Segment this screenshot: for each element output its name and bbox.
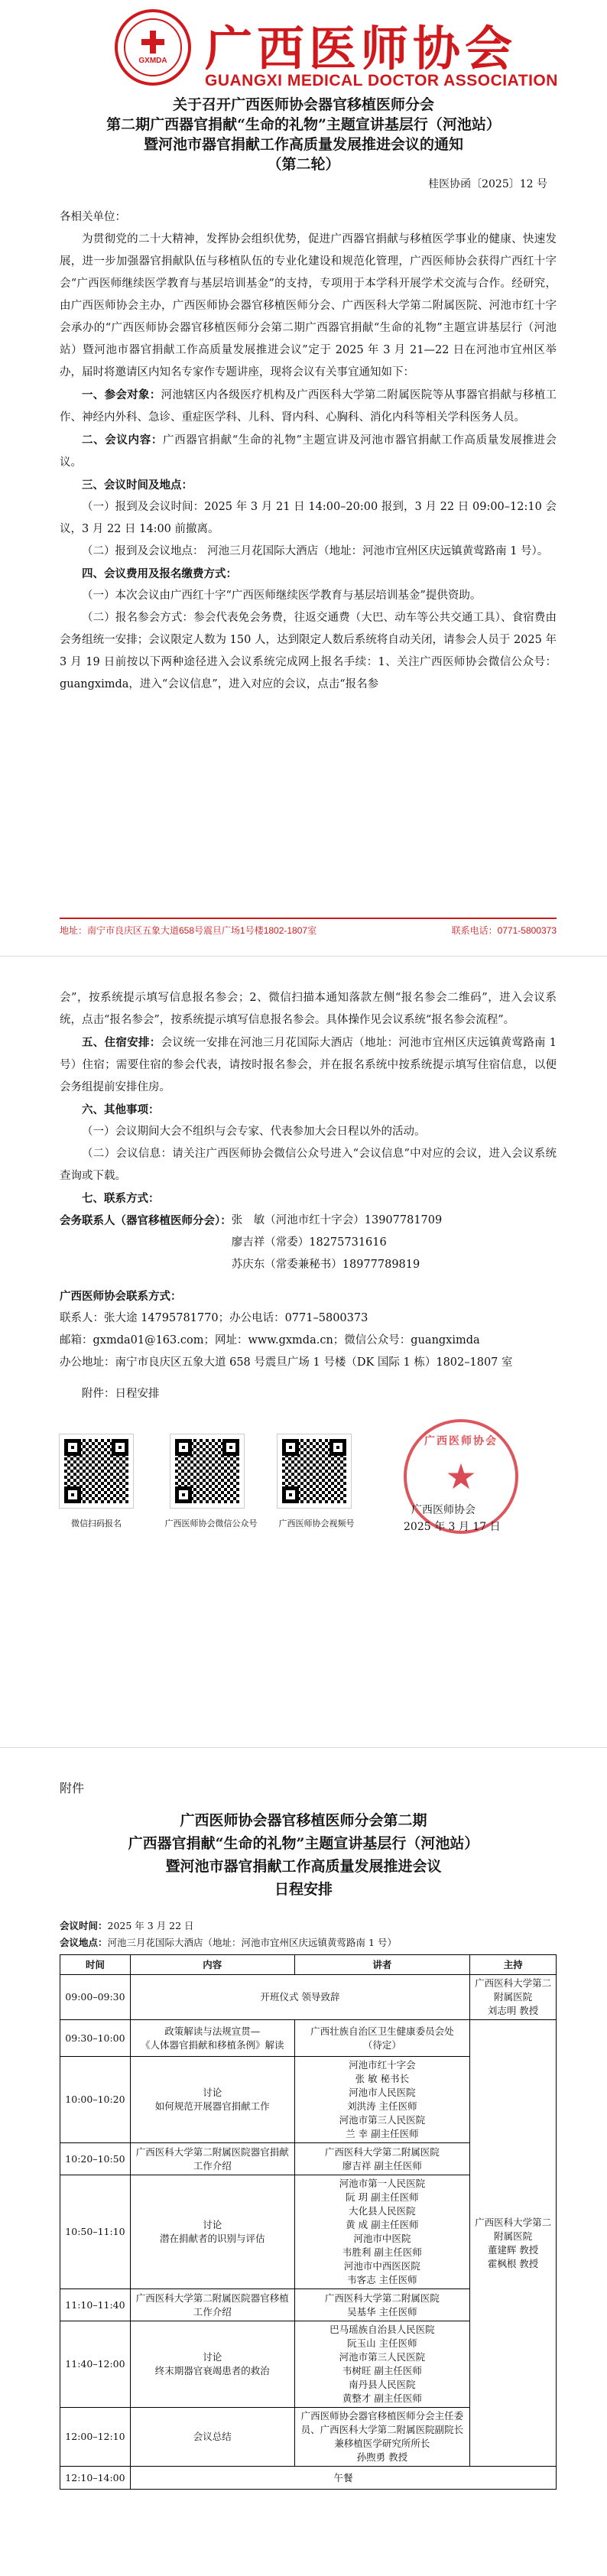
table-row: 09:00–09:30 开班仪式 领导致辞 广西医科大学第二附属医院 刘志明 教授 — [60, 1975, 557, 2020]
association-logo — [115, 9, 191, 86]
logo-text: GXMDA — [138, 56, 167, 65]
section-fees-1: （一）本次会议由广西红十字“广西医师继续医学教育与基层培训基金”提供资助。 — [82, 590, 482, 602]
intro-paragraph: 为贯彻党的二十大精神，发挥协会组织优势，促进广西器官捐献与移植医学事业的健康、快速发展，进一步加强器官捐献队伍与移植队伍的专业化建设和规范化管理，广西医师协会获得广西红十字会“广西医师继续医学教育与基层培训基金”的支持，专项用于本学科开展学术交流与合作。经研究，由广西医师协会主办，广西医师协会器官移植医师分会、广西医科大学第二附属医院、河池市红十字会承办的“广西医师协会器官移植医师分会第二期广西器官捐献“生命的礼物”主题宣讲基层行（河池站）暨河池市器官捐献工作高质量发展推进会议”定于 2025 年 3 月 21—22 日在河池市宜州区举办，届时将邀请区内知名专家作专题讲座，现将会议有关事宜通知如下： — [60, 233, 557, 378]
schedule-page — [0, 1747, 607, 2576]
wechat-account-qr-caption: 广西医师协会微信公众号 — [164, 1519, 258, 1528]
schedule-table — [60, 1954, 557, 2490]
section-other-heading: 六、其他事项： — [82, 1103, 160, 1116]
notice-body — [60, 206, 557, 696]
branch-contacts — [60, 1210, 557, 1276]
column-header-host: 主持 — [470, 1955, 557, 1975]
video-channel-qr-code[interactable] — [278, 1434, 351, 1508]
org-name-en: GUANGXI MEDICAL DOCTOR ASSOCIATION — [205, 72, 558, 89]
schedule-title: 广西医师协会器官移植医师分会第二期 广西器官捐献“生命的礼物”主题宣讲基层行（河池站） 暨河池市器官捐献工作高质量发展推进会议 日程安排 — [128, 1812, 479, 1898]
document-title: 关于召开广西医师协会器官移植医师分会 第二期广西器官捐献“生命的礼物”主题宣讲基层行（河池站） 暨河池市器官捐献工作高质量发展推进会议的通知 （第二轮） — [106, 96, 501, 173]
salutation: 各相关单位： — [60, 211, 126, 223]
table-row: 12:00–12:10 会议总结 广西医师协会器官移植医师分会主任委员、广西医科大学第二附属医院副院长兼移植医学研究所所长 孙煦勇 教授 — [60, 2408, 557, 2467]
branch-contact-label: 会务联系人（器官移植医师分会）： — [60, 1214, 232, 1227]
contact-person: 张 敏（河池市红十字会）13907781709 — [231, 1214, 443, 1226]
notice-page-1 — [0, 0, 607, 956]
table-row: 10:00–10:20 讨论 如何规范开展器官捐献工作 河池市红十字会 张 敏 秘书长 河池市人民医院 刘洪涛 主任医师 河池市第三人民医院 兰 幸 副主任医师 — [60, 2057, 557, 2143]
section-contact-heading: 七、联系方式： — [82, 1192, 160, 1205]
table-row: 09:30–10:00 政策解读与法规宣贯— 《人体器官捐献和移植条例》解读 广西壮族自治区卫生健康委员会处 （待定） 广西医科大学第二附属医院 董建辉 教授 霍枫根 教授 — [60, 2020, 557, 2057]
table-row: 12:10–14:00 午餐 — [60, 2467, 557, 2490]
signing-org: 广西医师协会 — [411, 1504, 476, 1516]
org-name: 广西医师协会 — [205, 21, 518, 76]
section-time-place-heading: 三、会议时间及地点： — [82, 479, 193, 492]
registration-qr-caption: 微信扫码报名 — [71, 1519, 122, 1528]
section-lodging: 五、住宿安排：会议统一安排在河池三月花国际大酒店（地址：河池市宜州区庆远镇黄莺路南 1 号）住宿；需要住宿的参会代表，请按时报名参会，并在报名系统中按系统提示填写住宿信息，以便会务组提前安排住房。 — [60, 1036, 557, 1093]
section-other-2: （二）会议信息：请关注广西医师协会微信公众号进入“会议信息”中对应的会议，进入会议系统查询或下载。 — [60, 1148, 557, 1182]
footer-address: 地址：南宁市良庆区五象大道658号震旦广场1号楼1802-1807室 — [60, 925, 317, 936]
video-channel-qr-caption: 广西医师协会视频号 — [278, 1519, 355, 1528]
section-content: 二、会议内容：广西器官捐献“生命的礼物”主题宣讲及河池市器官捐献工作高质量发展推进会议。 — [60, 434, 557, 469]
wechat-account-qr-code[interactable] — [170, 1434, 244, 1508]
attachment-note: 附件：日程安排 — [82, 1388, 160, 1400]
registration-qr-code[interactable] — [60, 1434, 133, 1508]
column-header-time: 时间 — [60, 1955, 131, 1975]
document-number: 桂医协函〔2025〕12 号 — [428, 178, 547, 190]
association-contact-people: 联系人：张大途 14795781770；办公电话：0771–5800373 — [60, 1312, 368, 1324]
schedule-meta: 会议时间：2025 年 3 月 22 日 会议地点：河池三月花国际大酒店（地址：河池市宜州区庆远镇黄莺路南 1 号） — [60, 1920, 397, 1948]
column-header-content: 内容 — [130, 1955, 294, 1975]
signing-date: 2025 年 3 月 17 日 — [404, 1521, 501, 1533]
letterhead — [115, 9, 558, 93]
section-other-1: （一）会议期间大会不组织与会专家、代表参加大会日程以外的活动。 — [82, 1126, 426, 1138]
table-row: 10:50–11:10 讨论 潜在捐献者的识别与评估 河池市第一人民医院 阮 玥 副主任医师 大化县人民医院 黄 成 副主任医师 河池市中医院 韦胜利 副主任医师 河池市中西医医院 韦客志 主任医师 — [60, 2175, 557, 2289]
table-row: 11:40–12:00 讨论 终末期器官衰竭患者的救治 巴马瑶族自治县人民医院 阮玉山 主任医师 河池市第三人民医院 韦树旺 副主任医师 南丹县人民医院 黄整才 副主任医师 — [60, 2321, 557, 2408]
meeting-place: 河池三月花国际大酒店（地址：河池市宜州区庆远镇黄莺路南 1 号） — [107, 1937, 397, 1948]
table-header-row — [60, 1955, 557, 1975]
seal-text: 广西医师协会 — [424, 1435, 498, 1447]
contact-person: 苏庆东（常委兼秘书）18977789819 — [231, 1259, 420, 1271]
notice-page-2 — [0, 956, 607, 1747]
section-attendees: 一、参会对象：河池辖区内各级医疗机构及广西医科大学第二附属医院等从事器官捐献与移植工作、神经内外科、急诊、重症医学科、儿科、肾内科、心胸科、消化内科等相关学科医务人员。 — [60, 388, 557, 424]
association-contact-address: 办公地址：南宁市良庆区五象大道 658 号震旦广场 1 号楼（DK 国际 1 栋）1802–1807 室 — [60, 1356, 513, 1369]
section-place: （二）报到及会议地点： 河池三月花国际大酒店（地址：河池市宜州区庆远镇黄莺路南 1 号）。 — [82, 545, 549, 557]
contact-person: 廖吉祥（常委）18275731616 — [231, 1236, 387, 1249]
medical-cross-icon — [141, 31, 164, 54]
section-fees-2: （二）报名参会方式：参会代表免会务费，往返交通费（大巴、动车等公共交通工具）、食宿费由会务组统一安排；会议限定人数为 150 人，达到限定人数后系统将自动关闭，请参会人员于 2025 年 3 月 19 日前按以下两种途径进入会议系统完成网上报名手续：1、关注广西医师协会微信公众号：guangximda，进入“会议信息”，进入对应的会议，点击“报名参 — [60, 612, 557, 690]
table-row: 10:20–10:50 广西医科大学第二附属医院器官捐献工作介绍 广西医科大学第二附属医院 廖吉祥 副主任医师 — [60, 2143, 557, 2175]
session-host: 广西医科大学第二附属医院 董建辉 教授 霍枫根 教授 — [470, 2020, 557, 2467]
column-header-speaker: 讲者 — [294, 1955, 470, 1975]
page-footer — [60, 918, 557, 937]
attachment-label: 附件 — [60, 1781, 85, 1795]
section-fees-2-continued: 会”，按系统提示填写信息报名参会；2、微信扫描本通知落款左侧“报名参会二维码”，进入会议系统，点击“报名参会”，按系统提示填写信息报名参会。具体操作见会议系统“报名参会流程”。 — [60, 992, 557, 1026]
association-contact-email: 邮箱：gxmda01@163.com；网址：www.gxmda.cn；微信公众号：guangximda — [60, 1334, 480, 1346]
notice-body-continued — [60, 987, 557, 1405]
section-fees-heading: 四、会议费用及报名缴费方式： — [82, 567, 237, 580]
section-time: （一）报到及会议时间：2025 年 3 月 21 日 14:00–20:00 报到，3 月 22 日 09:00–12:10 会议，3 月 22 日 14:00 前撤离。 — [60, 501, 557, 535]
star-icon: ★ — [445, 1456, 477, 1497]
qr-and-seal-row — [60, 1427, 557, 1557]
table-row: 11:10–11:40 广西医科大学第二附属医院器官移植工作介绍 广西医科大学第二附属医院 吴基华 主任医师 — [60, 2289, 557, 2321]
footer-phone: 联系电话：0771-5800373 — [451, 925, 557, 936]
association-contact-label: 广西医师协会联系方式： — [60, 1290, 182, 1303]
meeting-date: 2025 年 3 月 22 日 — [107, 1920, 194, 1931]
